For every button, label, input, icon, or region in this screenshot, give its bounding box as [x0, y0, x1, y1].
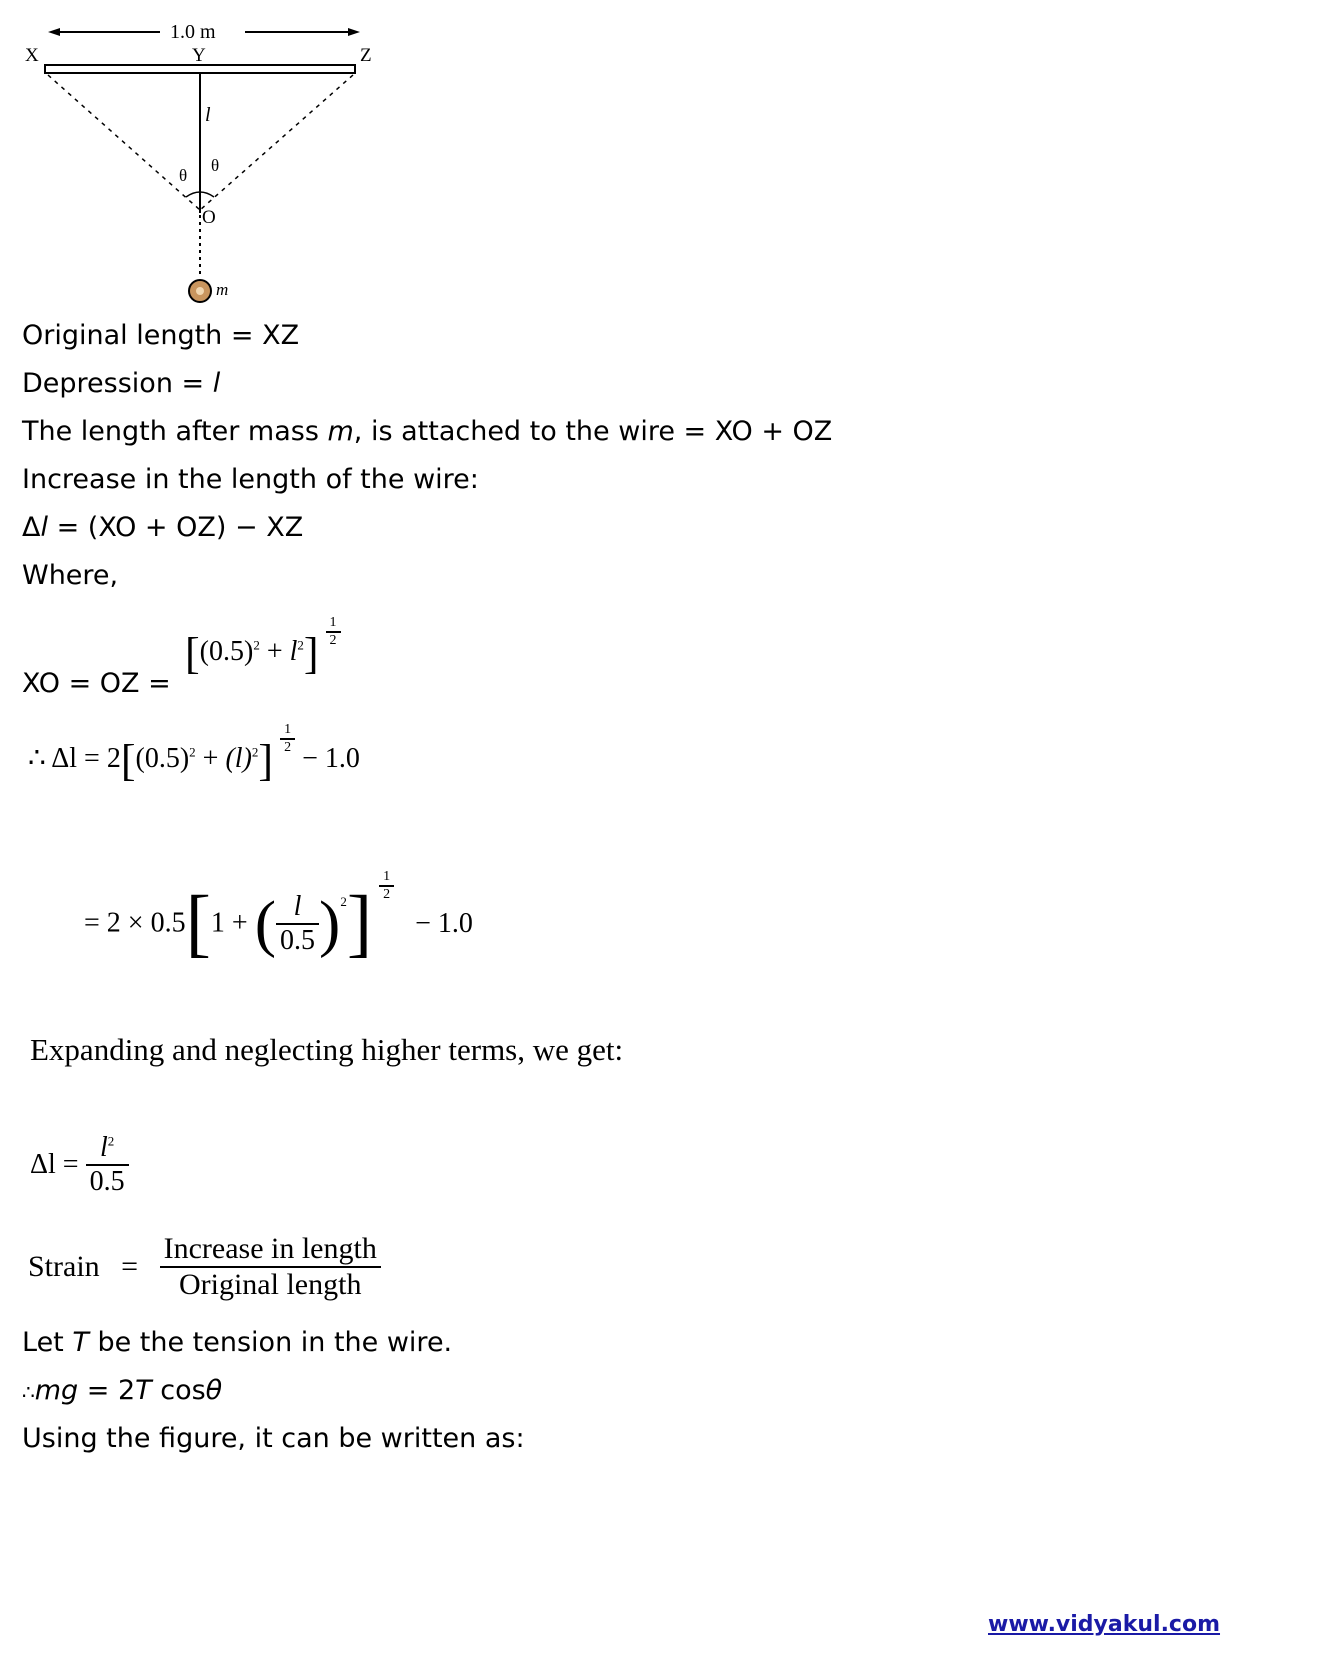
depression-line-text	[22, 368, 220, 399]
strain-equals: =	[121, 1250, 139, 1283]
eq2-lead: ∴ Δl = 2	[28, 742, 121, 774]
eq2-base: (0.5)	[135, 742, 190, 774]
eq4-num: l	[99, 1132, 108, 1163]
eq3-exp: 2	[340, 893, 347, 909]
point-y-label: Y	[192, 45, 206, 66]
original-length-line: Original length = XZ	[22, 320, 300, 351]
eq3-exponent: $\frac{1}{2}$	[379, 869, 394, 903]
depression-prefix: Depression =	[22, 368, 213, 399]
strain-fraction	[160, 1232, 381, 1302]
strain-lhs: Strain	[28, 1250, 100, 1283]
eq2-open-bracket: [	[120, 736, 136, 785]
eq4	[30, 1132, 129, 1198]
length-label: 1.0 m	[170, 21, 216, 43]
tension-var: T	[72, 1327, 89, 1358]
eq1-exp-b: 2	[297, 637, 304, 653]
tension-suffix: be the tension in the wire.	[88, 1327, 453, 1358]
arrow-head-right	[348, 28, 360, 36]
eq3-den: 0.5	[276, 923, 319, 957]
eq1-exponent: $\frac{1}{2}$	[326, 615, 341, 649]
eq1	[185, 614, 341, 679]
eq3-tail: − 1.0	[415, 907, 473, 939]
mg-line	[22, 1375, 222, 1406]
length-after-var: m	[327, 416, 354, 447]
eq3-close-paren: )	[319, 887, 341, 959]
eq2-close-bracket: ]	[258, 736, 274, 785]
xo-oz-label: XO = OZ =	[22, 668, 171, 699]
eq4-fraction	[86, 1132, 129, 1198]
mass-label: m	[216, 280, 229, 299]
eq3-fraction	[276, 891, 319, 957]
increase-heading: Increase in the length of the wire:	[22, 464, 479, 495]
eq3-close-bracket: ]	[346, 881, 373, 965]
length-after-line	[22, 416, 832, 447]
mg-mid: = 2	[78, 1375, 136, 1406]
vidyakul-link[interactable]: www.vidyakul.com	[988, 1612, 1221, 1637]
tension-prefix: Let	[22, 1327, 73, 1358]
length-after-suffix: , is attached to the wire = XO + OZ	[353, 416, 833, 447]
depression-label: l	[205, 104, 211, 126]
eq1-exp-a: 2	[253, 637, 260, 653]
eq2-tail: − 1.0	[302, 742, 360, 774]
eq1-var: l	[289, 635, 298, 667]
eq1-plus: +	[266, 635, 283, 667]
mg-T: T	[135, 1375, 152, 1406]
delta-prefix: Δ	[22, 512, 41, 543]
eq3-open-paren: (	[254, 887, 277, 959]
eq2-exp-a: 2	[189, 744, 196, 760]
delta-suffix: = (XO + OZ) − XZ	[48, 512, 304, 543]
wire-figure	[20, 15, 400, 315]
eq3	[84, 868, 473, 967]
wire-bar	[45, 65, 355, 73]
strain-num: Increase in length	[163, 1232, 377, 1265]
mass-ball-highlight	[196, 287, 204, 295]
delta-var: l	[40, 512, 48, 543]
mg-therefore: ∴	[22, 1380, 35, 1404]
eq3-one: 1 +	[210, 907, 248, 939]
tension-line	[22, 1327, 452, 1358]
point-x-label: X	[25, 45, 39, 66]
eq3-num: l	[293, 890, 302, 922]
where-line: Where,	[22, 560, 119, 591]
eq1-open-bracket: [	[185, 629, 200, 678]
angle-right-label: θ	[211, 156, 220, 175]
eq2-plus: +	[202, 742, 219, 774]
eq4-lhs: Δl =	[30, 1149, 79, 1180]
eq4-den: 0.5	[86, 1164, 129, 1198]
expanding-line: Expanding and neglecting higher terms, we get:	[30, 1032, 624, 1067]
length-after-prefix: The length after mass	[22, 416, 328, 447]
mg-suffix: cos	[151, 1375, 206, 1406]
mg-theta: θ	[205, 1375, 223, 1406]
eq2-exponent: $\frac{1}{2}$	[280, 722, 295, 756]
eq1-close-bracket: ]	[303, 629, 319, 678]
point-o-label: O	[202, 207, 216, 228]
eq2	[28, 721, 360, 786]
angle-left-label: θ	[179, 166, 188, 185]
eq2-var: (l)	[225, 742, 252, 774]
wire-oz	[200, 75, 353, 210]
eq4-exp: 2	[107, 1133, 115, 1149]
strain-den: Original length	[160, 1266, 381, 1302]
using-figure-line: Using the figure, it can be written as:	[22, 1423, 525, 1454]
eq1-base: (0.5)	[199, 635, 254, 667]
eq3-lead: = 2 × 0.5	[84, 907, 186, 939]
mg-var: mg	[34, 1375, 79, 1406]
depression-var: l	[212, 368, 221, 399]
point-z-label: Z	[360, 45, 372, 66]
delta-line	[22, 512, 303, 543]
eq3-open-bracket: [	[185, 881, 211, 965]
strain-eq	[28, 1232, 381, 1302]
wire-xo	[48, 75, 200, 210]
eq2-exp-b: 2	[251, 744, 259, 760]
arrow-head-left	[48, 28, 60, 36]
